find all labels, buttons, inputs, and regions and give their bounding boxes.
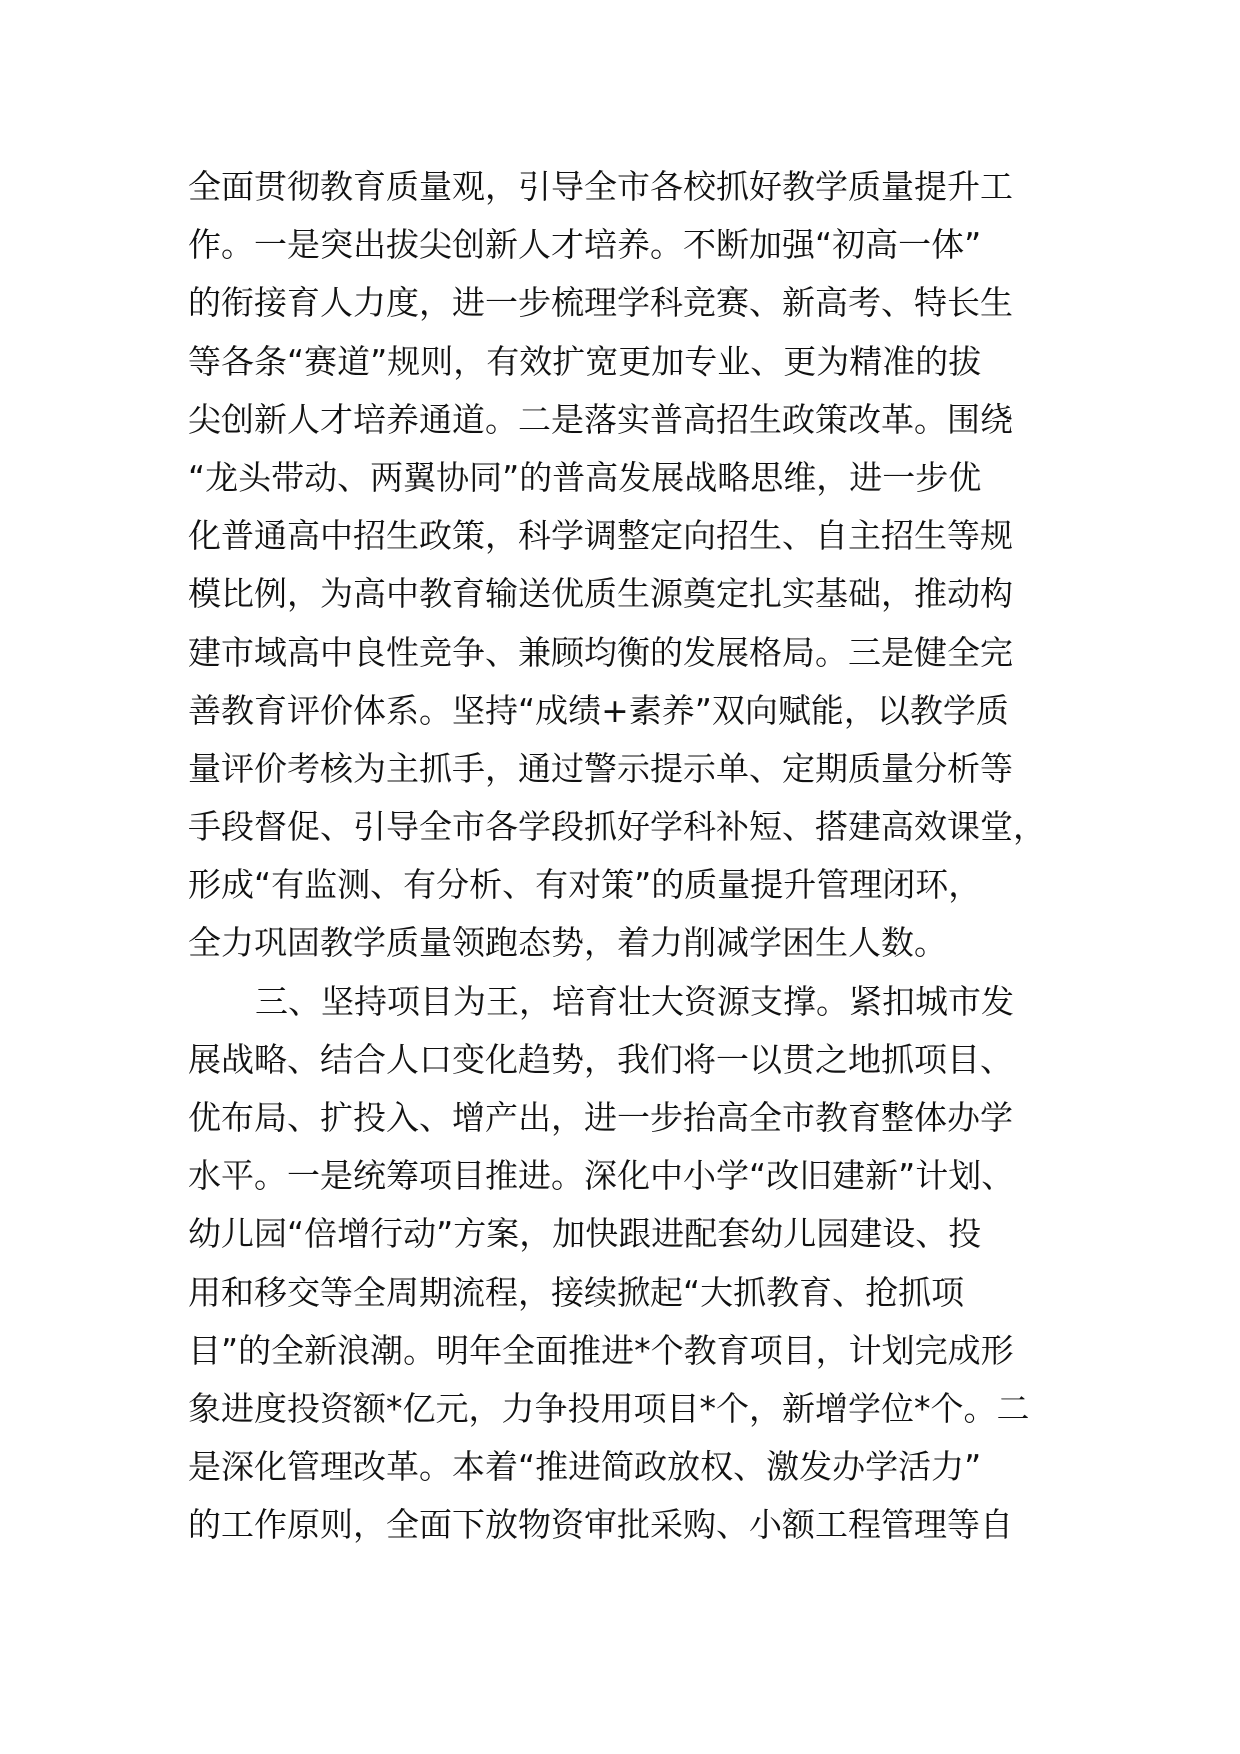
text-line: 等各条“赛道”规则，有效扩宽更加专业、更为精准的拔 (188, 341, 982, 381)
text-line: 优布局、扩投入、增产出，进一步抬高全市教育整体办学 (188, 1098, 1013, 1137)
text-line: 展战略、结合人口变化趋势，我们将一以贯之地抓项目、 (188, 1039, 1013, 1079)
text-line: 作。一是突出拔尖创新人才培养。不断加强“初高一体” (188, 225, 982, 265)
text-line: 的衔接育人力度，进一步梳理学科竞赛、新高考、特长生 (188, 283, 1013, 323)
body-text (188, 158, 1068, 1555)
text-line: 象进度投资额*亿元，力争投用项目*个，新增学位*个。二 (188, 1388, 1030, 1428)
text-line: 目”的全新浪潮。明年全面推进*个教育项目，计划完成形 (188, 1330, 1014, 1370)
text-line: 用和移交等全周期流程，接续掀起“大抓教育、抢抓项 (188, 1272, 965, 1312)
text-line: 幼儿园“倍增行动”方案，加快跟进配套幼儿园建设、投 (188, 1214, 982, 1254)
paragraph-heading-line: 三、坚持项目为王，培育壮大资源支撑。紧扣城市发 (255, 981, 1014, 1021)
text-line: 全面贯彻教育质量观，引导全市各校抓好教学质量提升工 (188, 167, 1013, 206)
text-line: 建市域高中良性竞争、兼顾均衡的发展格局。三是健全完 (188, 632, 1013, 672)
text-line: “龙头带动、两翼协同”的普高发展战略思维，进一步优 (188, 457, 982, 497)
text-line: 形成“有监测、有分析、有对策”的质量提升管理闭环， (188, 865, 982, 905)
text-line: 的工作原则，全面下放物资审批采购、小额工程管理等自 (188, 1505, 1013, 1545)
text-line: 手段督促、引导全市各学段抓好学科补短、搭建高效课堂， (188, 807, 1046, 847)
text-line: 水平。一是统筹项目推进。深化中小学“改旧建新”计划、 (188, 1156, 1015, 1196)
text-line: 化普通高中招生政策，科学调整定向招生、自主招生等规 (188, 516, 1013, 556)
text-line: 模比例，为高中教育输送优质生源奠定扎实基础，推动构 (188, 574, 1013, 614)
text-line: 尖创新人才培养通道。二是落实普高招生政策改革。围绕 (188, 399, 1013, 439)
text-line: 全力巩固教学质量领跑态势，着力削减学困生人数。 (188, 923, 947, 963)
text-line: 是深化管理改革。本着“推进简政放权、激发办学活力” (188, 1447, 982, 1487)
text-line: 量评价考核为主抓手，通过警示提示单、定期质量分析等 (188, 748, 1013, 788)
text-line: 善教育评价体系。坚持“成绩+素养”双向赋能，以教学质 (188, 690, 1009, 730)
